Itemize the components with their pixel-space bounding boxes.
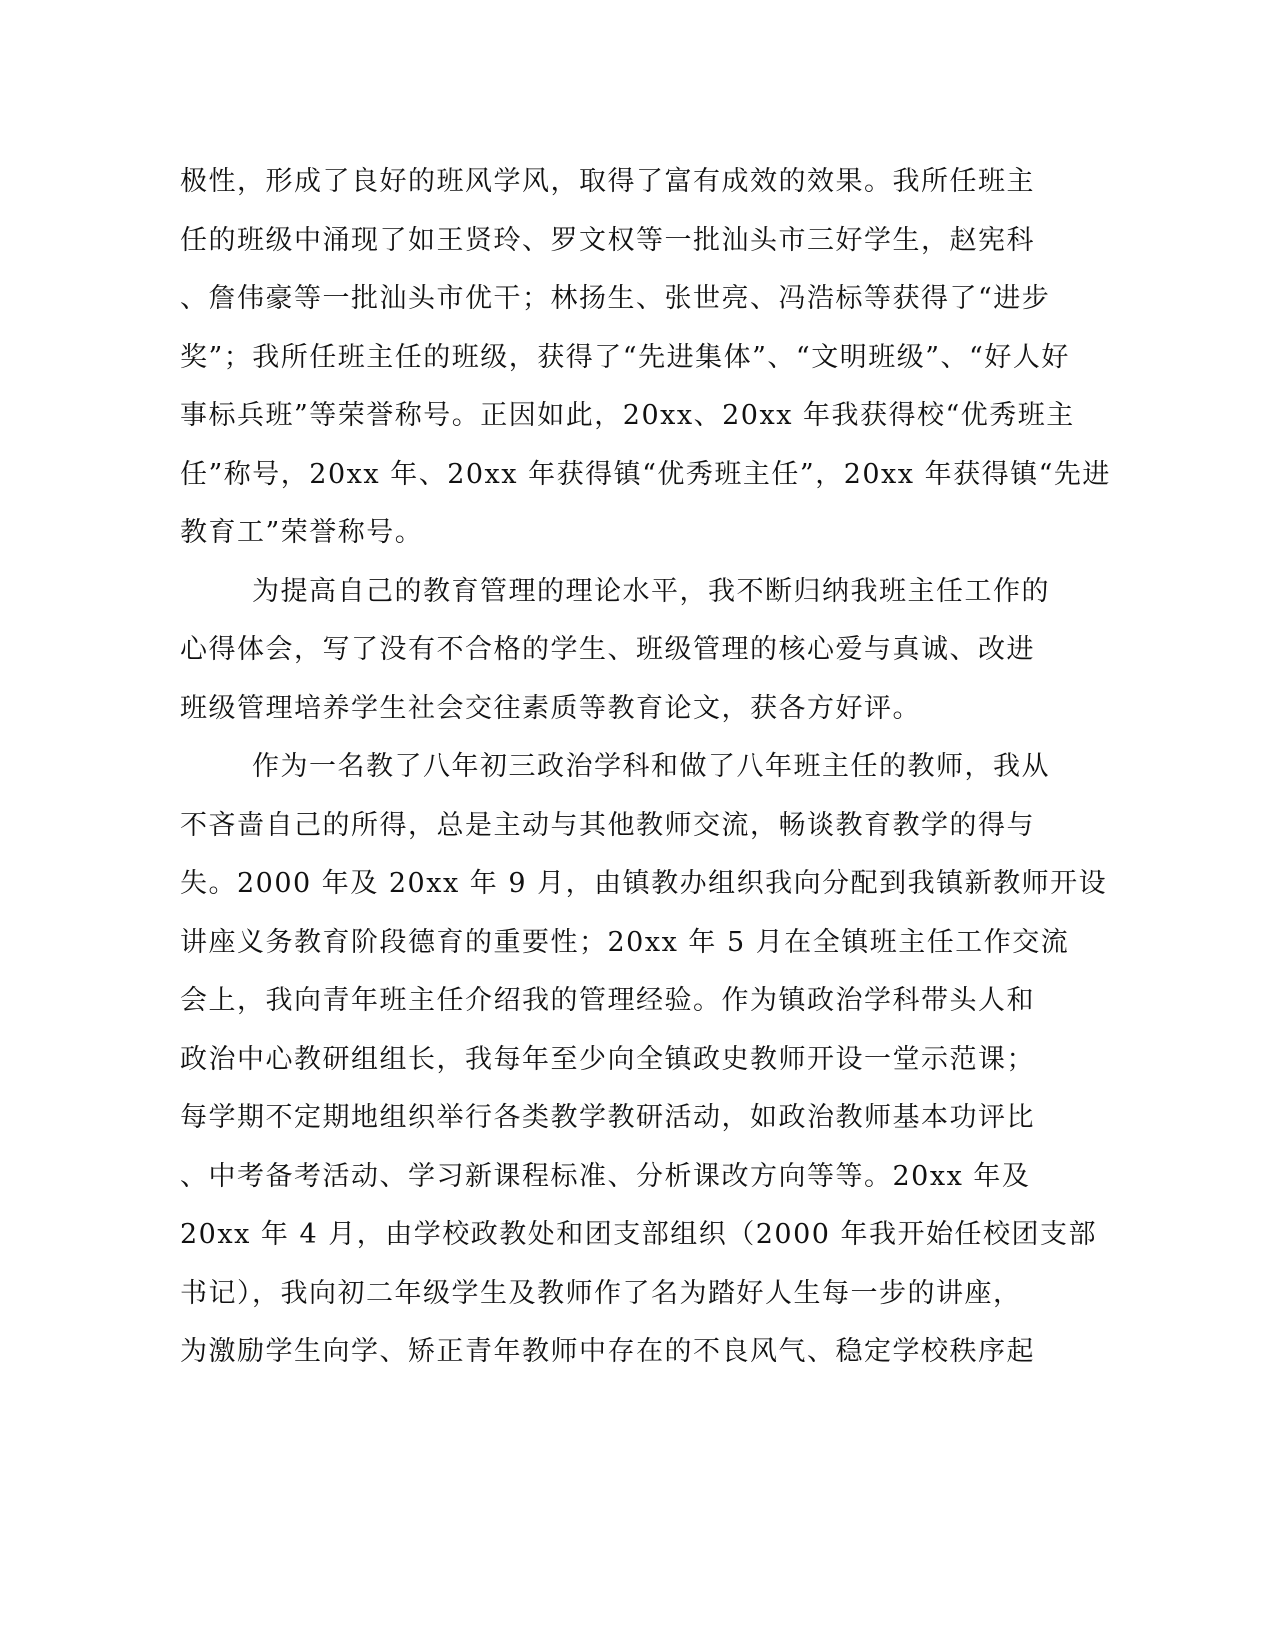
text-line: 任”称号，20xx 年、20xx 年获得镇“优秀班主任”，20xx 年获得镇“先进 — [180, 459, 1111, 490]
text-line: 、中考备考活动、学习新课程标准、分析课改方向等等。20xx 年及 — [180, 1161, 1031, 1192]
text-line: 班级管理培养学生社会交往素质等教育论文，获各方好评。 — [180, 693, 921, 724]
paragraph-first-line: 作为一名教了八年初三政治学科和做了八年班主任的教师，我从 — [252, 751, 1050, 782]
text-line: 任的班级中涌现了如王贤玲、罗文权等一批汕头市三好学生，赵宪科 — [180, 225, 1035, 256]
paragraph-first-line: 为提高自己的教育管理的理论水平，我不断归纳我班主任工作的 — [252, 576, 1050, 607]
text-line: 每学期不定期地组织举行各类教学教研活动，如政治教师基本功评比 — [180, 1102, 1035, 1133]
text-line: 不吝啬自己的所得，总是主动与其他教师交流，畅谈教育教学的得与 — [180, 810, 1035, 841]
text-line: 书记），我向初二年级学生及教师作了名为踏好人生每一步的讲座， — [180, 1278, 1022, 1309]
text-line: 教育工”荣誉称号。 — [180, 517, 424, 548]
text-line: 、詹伟豪等一批汕头市优干；林扬生、张世亮、冯浩标等获得了“进步 — [180, 283, 1051, 314]
text-line: 会上，我向青年班主任介绍我的管理经验。作为镇政治学科带头人和 — [180, 985, 1035, 1016]
text-line: 极性，形成了良好的班风学风，取得了富有成效的效果。我所任班主 — [180, 166, 1035, 197]
text-line: 为激励学生向学、矫正青年教师中存在的不良风气、稳定学校秩序起 — [180, 1336, 1035, 1367]
text-line: 奖”；我所任班主任的班级，获得了“先进集体”、“文明班级”、“好人好 — [180, 342, 1070, 373]
text-line: 讲座义务教育阶段德育的重要性；20xx 年 5 月在全镇班主任工作交流 — [180, 927, 1070, 958]
text-line: 失。2000 年及 20xx 年 9 月，由镇教办组织我向分配到我镇新教师开设 — [180, 868, 1108, 899]
text-line: 政治中心教研组组长，我每年至少向全镇政史教师开设一堂示范课； — [180, 1044, 1035, 1075]
text-line: 事标兵班”等荣誉称号。正因如此，20xx、20xx 年我获得校“优秀班主 — [180, 400, 1075, 431]
text-line: 20xx 年 4 月，由学校政教处和团支部组织（2000 年我开始任校团支部 — [180, 1219, 1098, 1250]
text-line: 心得体会，写了没有不合格的学生、班级管理的核心爱与真诚、改进 — [180, 634, 1035, 665]
